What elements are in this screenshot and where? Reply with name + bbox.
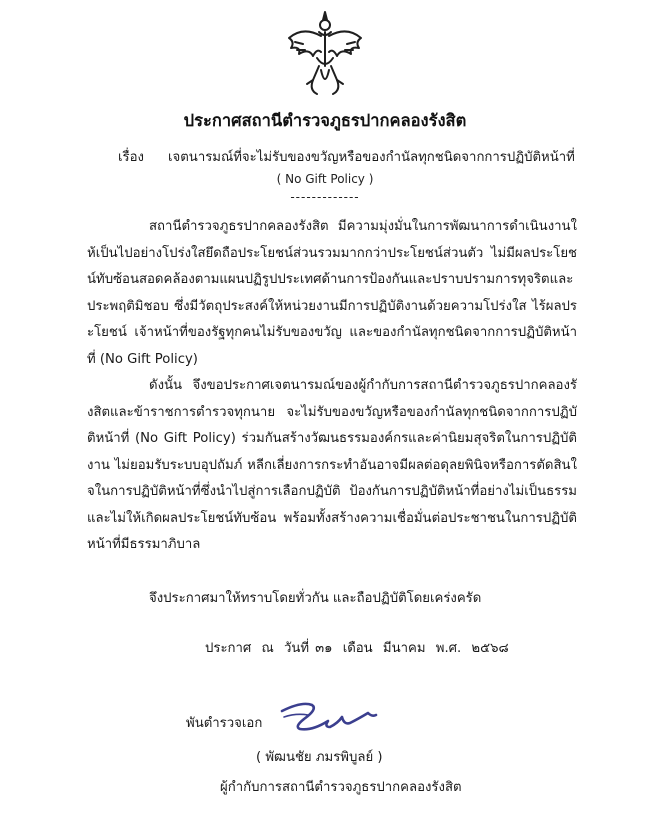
signer-name: ( พัฒนชัย ภมรพิบูลย์ ) bbox=[256, 750, 383, 765]
signer-position: ผู้กำกับการสถานีตำรวจภูธรปากคลองรังสิต bbox=[220, 780, 462, 795]
month-label: เดือน bbox=[342, 641, 373, 656]
garuda-emblem-icon bbox=[283, 8, 367, 98]
handwritten-signature bbox=[272, 697, 380, 739]
day-value: ๓๑ bbox=[315, 641, 333, 656]
closing-statement: จึงประกาศมาให้ทราบโดยทั่วกัน และถือปฏิบัติโดยเคร่งครัด bbox=[149, 591, 482, 606]
date-row bbox=[205, 637, 515, 658]
subject-row bbox=[118, 146, 575, 167]
month-value: มีนาคม bbox=[382, 641, 426, 656]
year-value: ๒๕๖๘ bbox=[471, 641, 509, 656]
paragraph-1: สถานีตำรวจภูธรปากคลองรังสิต มีความมุ่งมั่นในการพัฒนาการดำเนินงานให้เป็นไปอย่างโปร่งใสยึดถือประโยชน์ส่วนรวมมากกว่าประโยชน์ส่วนตัว ไม่มีผลประโยชน์ทับซ้อนสอดคล้องตามแผนปฏิรูปประเทศด้านการป้องกันและปราบปรามการทุจริตและประพฤติมิชอบ ซึ่งมีวัตถุประสงค์ให้หน่วยงานมีการปฏิบัติงานด้วยความโปร่งใส ไร้ผลประโยชน์ เจ้าหน้าที่ของรัฐทุกคนไม่รับของขวัญ และของกำนัลทุกชนิดจากการปฏิบัติหน้าที่ (No Gift Policy) bbox=[87, 219, 577, 367]
subtitle: ( No Gift Policy ) bbox=[276, 172, 374, 186]
signer-rank: พันตำรวจเอก bbox=[186, 716, 263, 731]
subject-label: เรื่อง bbox=[118, 150, 144, 165]
paragraph-2: ดังนั้น จึงขอประกาศเจตนารมณ์ของผู้กำกับการสถานีตำรวจภูธรปากคลองรังสิตและข้าราชการตำรวจทุกนาย จะไม่รับของขวัญหรือของกำนัลทุกชนิดจากการปฏิบัติหน้าที่ (No Gift Policy) ร่วมกันสร้างวัฒนธรรมองค์กรและค่านิยมสุจริตในการปฏิบัติงาน ไม่ยอมรับระบบอุปถัมภ์ หลีกเลี่ยงการกระทำอันอาจมีผลต่อดุลยพินิจหรือการตัดสินใจในการปฏิบัติหน้าที่ซึ่งนำไปสู่การเลือกปฏิบัติ ป้องกันการปฏิบัติหน้าที่อย่างไม่เป็นธรรมและไม่ให้เกิดผลประโยชน์ทับซ้อน พร้อมทั้งสร้างความเชื่อมั่นต่อประชาชนในการปฏิบัติหน้าที่มีธรรมาภิบาล bbox=[87, 378, 577, 552]
announcement-title: ประกาศสถานีตำรวจภูธรปากคลองรังสิต bbox=[183, 111, 467, 130]
day-label: วันที่ bbox=[283, 641, 310, 656]
divider: ------------- bbox=[290, 190, 360, 204]
subject-text: เจตนารมณ์ที่จะไม่รับของขวัญหรือของกำนัลทุกชนิดจากการปฏิบัติหน้าที่ bbox=[168, 150, 575, 165]
announced-label: ประกาศ bbox=[205, 641, 252, 656]
era-label: พ.ศ. bbox=[435, 641, 462, 656]
at-label: ณ bbox=[261, 641, 274, 656]
